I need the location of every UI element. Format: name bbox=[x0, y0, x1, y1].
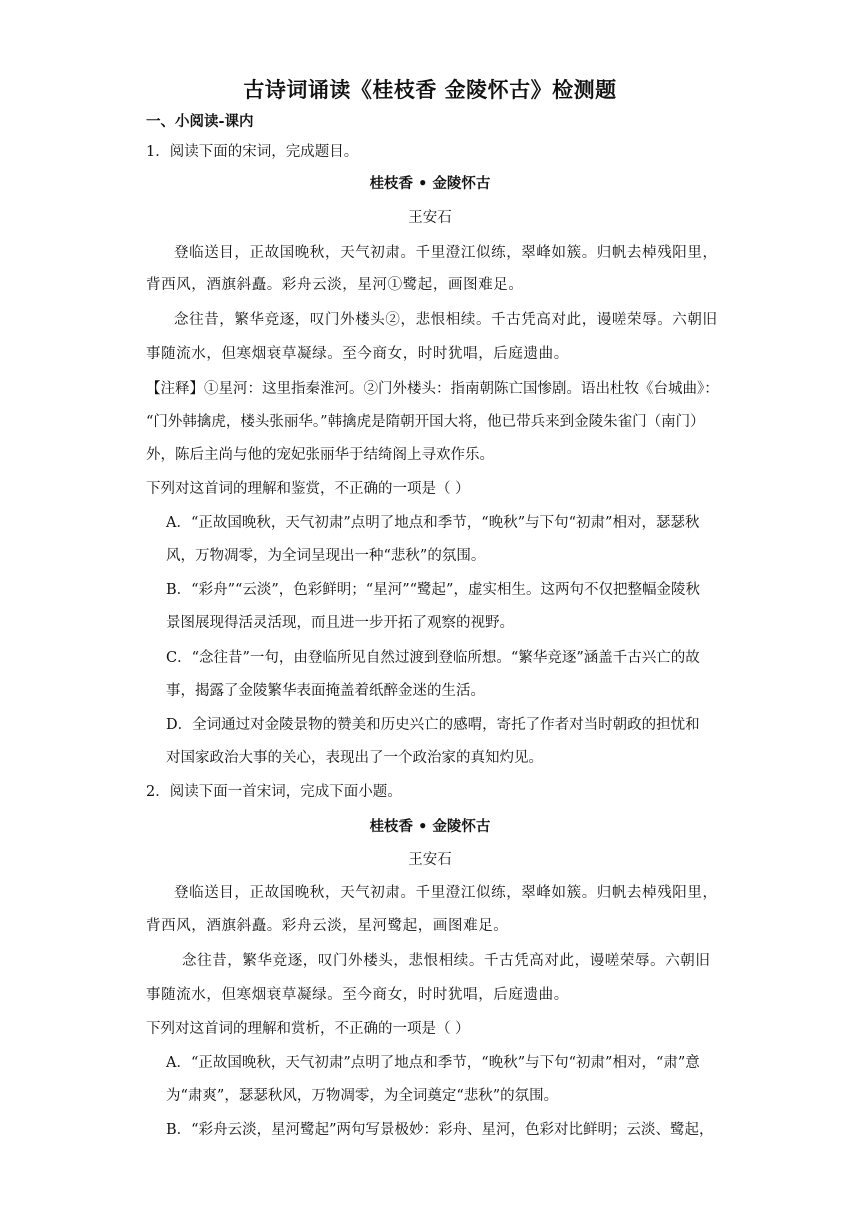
q1-option-d: D．全词通过对金陵景物的赞美和历史兴亡的感喟，寄托了作者对当时朝政的担忧和 bbox=[166, 717, 700, 733]
q1-option-b: B．“彩舟”“云淡”，色彩鲜明；“星河”“鹭起”，虚实相生。这两句不仅把整幅金陵秋 bbox=[166, 582, 700, 598]
q2-poem-line: 登临送目，正故国晚秋，天气初肃。千里澄江似练，翠峰如簇。归帆去棹残阳里， bbox=[174, 885, 718, 901]
q2-prompt: 2．阅读下面一首宋词，完成下面小题。 bbox=[146, 784, 402, 800]
q1-author: 王安石 bbox=[408, 210, 452, 226]
q1-option-c-cont: 事，揭露了金陵繁华表面掩盖着纸醉金迷的生活。 bbox=[166, 683, 485, 699]
q2-option-b: B．“彩舟云淡，星河鹭起”两句写景极妙：彩舟、星河，色彩对比鲜明；云淡、鹭起， bbox=[166, 1122, 714, 1138]
q1-poem-line: 念往昔，繁华竞逐，叹门外楼头②，悲恨相续。千古凭高对此，谩嗟荣辱。六朝旧 bbox=[174, 312, 718, 328]
q1-poem-title: 桂枝香 • 金陵怀古 bbox=[369, 175, 491, 192]
q1-option-d-cont: 对国家政治大事的关心，表现出了一个政治家的真知灼见。 bbox=[166, 750, 543, 766]
q1-prompt: 1．阅读下面的宋词，完成题目。 bbox=[146, 144, 359, 160]
q1-note-line: 外，陈后主尚与他的宠妃张丽华于结绮阁上寻欢作乐。 bbox=[146, 447, 494, 463]
q2-option-a: A．“正故国晚秋，天气初肃”点明了地点和季节，“晚秋”与下句“初肃”相对，“肃”意 bbox=[166, 1055, 700, 1071]
q1-option-c: C．“念往昔”一句，由登临所见自然过渡到登临所想。“繁华竞逐”涵盖千古兴亡的故 bbox=[166, 650, 700, 666]
q2-question: 下列对这首词的理解和赏析，不正确的一项是（ ） bbox=[146, 1021, 470, 1037]
q2-poem-line: 事随流水，但寒烟衰草凝绿。至今商女，时时犹唱，后庭遗曲。 bbox=[146, 987, 569, 1003]
q1-poem-line: 登临送目，正故国晚秋，天气初肃。千里澄江似练，翠峰如簇。归帆去棹残阳里， bbox=[174, 245, 718, 261]
q2-poem-line: 背西风，酒旗斜矗。彩舟云淡，星河鹭起，画图难足。 bbox=[146, 918, 509, 934]
q1-option-b-cont: 景图展现得活灵活现，而且进一步开拓了观察的视野。 bbox=[166, 615, 514, 631]
q2-poem-line: 念往昔，繁华竞逐，叹门外楼头，悲恨相续。千古凭高对此，谩嗟荣辱。六朝旧 bbox=[182, 953, 711, 969]
q1-option-a-cont: 风，万物凋零，为全词呈现出一种“悲秋”的氛围。 bbox=[166, 548, 486, 564]
q1-note-line: “门外韩擒虎，楼头张丽华。”韩擒虎是隋朝开国大将，他已带兵来到金陵朱雀门（南门） bbox=[146, 414, 705, 430]
q1-note-line: 【注释】①星河：这里指秦淮河。②门外楼头：指南朝陈亡国惨剧。语出杜牧《台城曲》： bbox=[146, 381, 719, 397]
section-heading: 一、小阅读-课内 bbox=[146, 113, 254, 130]
q1-poem-line: 背西风，酒旗斜矗。彩舟云淡，星河①鹭起，画图难足。 bbox=[146, 277, 524, 293]
q1-option-a: A．“正故国晚秋，天气初肃”点明了地点和季节，“晚秋”与下句“初肃”相对，瑟瑟秋 bbox=[166, 515, 700, 531]
q1-question: 下列对这首词的理解和鉴赏，不正确的一项是（ ） bbox=[146, 481, 470, 497]
q2-author: 王安石 bbox=[408, 852, 452, 868]
document-title: 古诗词诵读《桂枝香 金陵怀古》检测题 bbox=[243, 77, 617, 102]
q2-option-a-cont: 为“肃爽”，瑟瑟秋风，万物凋零，为全词奠定“悲秋”的氛围。 bbox=[166, 1088, 559, 1104]
q1-poem-line: 事随流水，但寒烟衰草凝绿。至今商女，时时犹唱，后庭遗曲。 bbox=[146, 346, 569, 362]
q2-poem-title: 桂枝香 • 金陵怀古 bbox=[369, 818, 491, 835]
